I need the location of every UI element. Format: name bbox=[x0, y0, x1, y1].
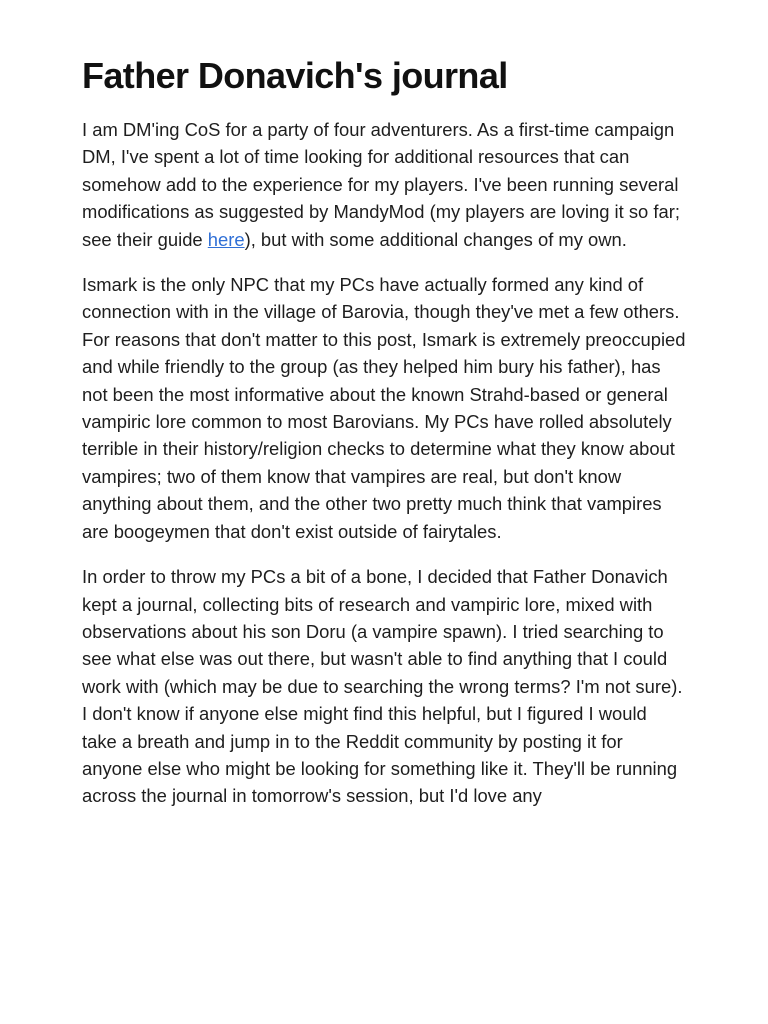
paragraph-journal: In order to throw my PCs a bit of a bone, I decided that Father Donavich kept a journal, collecting bits of research and vampiric lore, mixed with observations about his son Doru (a vampire spawn). I tried searching to see what else was out there, but wasn't able to find anything that I could work with (which may be due to searching the wrong terms? I'm not sure). I don't know if anyone else might find this helpful, but I figured I would take a breath and jump in to the Reddit community by posting it for anyone else who might be looking for something like it. They'll be running across the journal in tomorrow's session, but I'd love any bbox=[82, 566, 683, 807]
paragraph-intro-text-after: ), but with some additional changes of my own. bbox=[244, 228, 627, 250]
paragraph-intro bbox=[82, 116, 686, 253]
paragraph-intro-text-before: I am DM'ing CoS for a party of four adventurers. As a first-time campaign DM, I've spent a lot of time looking for additional resources that can somehow add to the experience for my players. I've been running several modifications as suggested by MandyMod (my players are loving it so far; see their guide bbox=[82, 119, 680, 250]
guide-link[interactable]: here bbox=[207, 228, 245, 250]
paragraph-ismark: Ismark is the only NPC that my PCs have actually formed any kind of connection with in the village of Barovia, though they've met a few others. For reasons that don't matter to this post, Ismark is extremely preoccupied and while friendly to the group (as they helped him bury his father), has not been the most informative about the known Strahd-based or general vampiric lore common to most Barovians. My PCs have rolled absolutely terrible in their history/religion checks to determine what they know about vampires; two of them know that vampires are real, but don't know anything about them, and the other two pretty much think that vampires are boogeymen that don't exist outside of fairytales. bbox=[82, 274, 686, 542]
article-title: Father Donavich's journal bbox=[82, 55, 508, 96]
article bbox=[82, 52, 686, 828]
